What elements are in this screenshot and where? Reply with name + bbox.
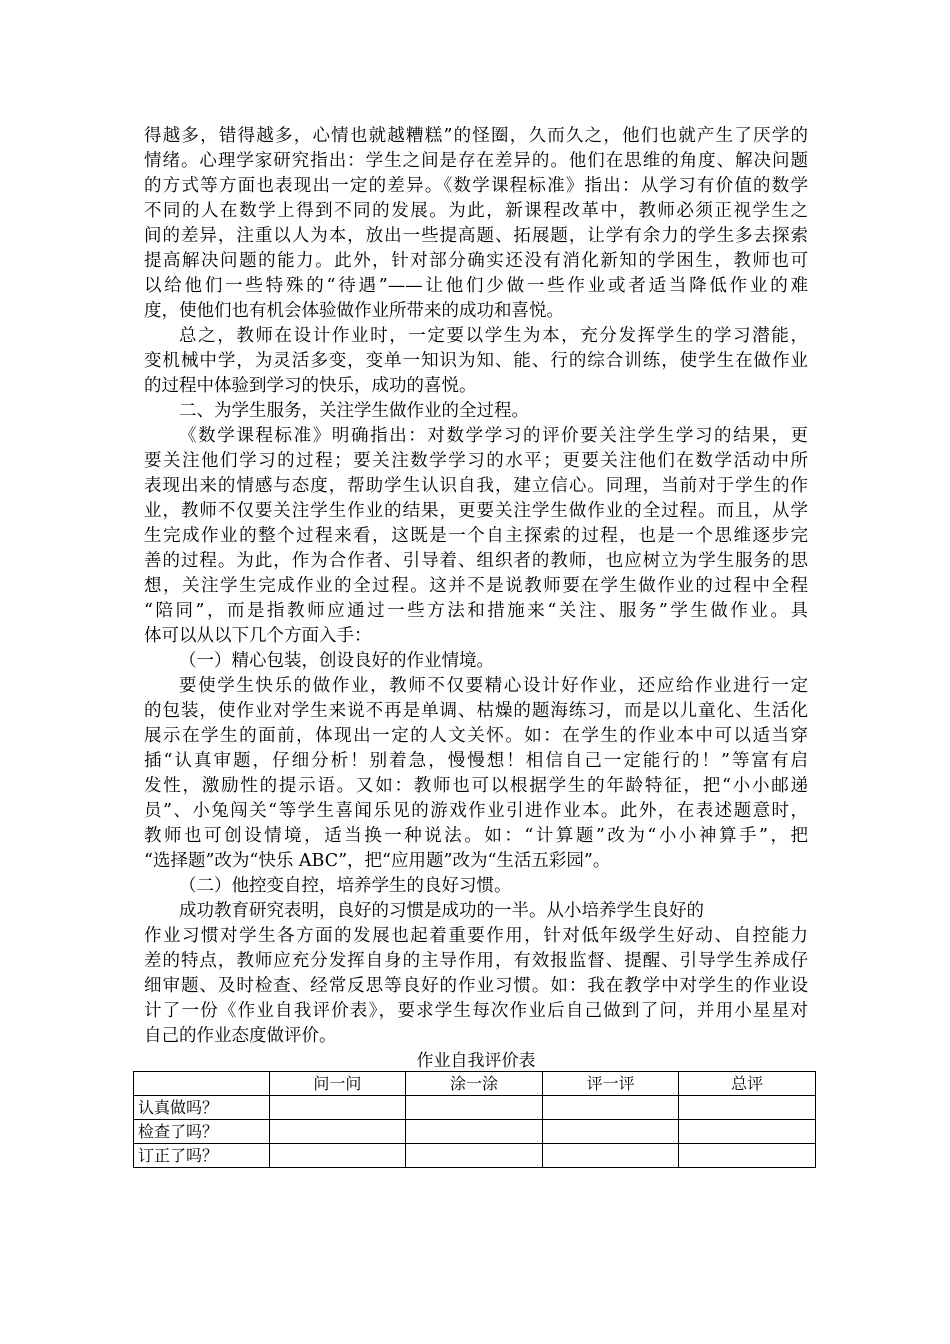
- table-cell: [269, 1096, 406, 1120]
- table-header-cell: 评一评: [542, 1072, 679, 1096]
- section-heading: [144, 399, 808, 424]
- text-line: 作业习惯对学生各方面的发展也起着重要作用，针对低年级学生好动、自控能力: [144, 926, 808, 946]
- text-line: 总之，教师在设计作业时，一定要以学生为本，充分发挥学生的学习潜能，: [179, 326, 808, 346]
- text-line: （二）他控变自控，培养学生的良好习惯。: [179, 876, 512, 896]
- table-header-cell: 总评: [679, 1072, 816, 1096]
- text-line: 成功教育研究表明，良好的习惯是成功的一半。从小培养学生良好的: [179, 901, 704, 921]
- table-header-cell: 问一问: [269, 1072, 406, 1096]
- text-line: 想，关注学生完成作业的全过程。这并不是说教师要在学生做作业的过程中全程: [144, 576, 808, 596]
- text-line: 以给他们一些特殊的“待遇”——让他们少做一些作业或者适当降低作业的难: [144, 276, 808, 296]
- text-line: 要使学生快乐的做作业，教师不仅要精心设计好作业，还应给作业进行一定: [179, 676, 808, 696]
- text-line: 的包装，使作业对学生来说不再是单调、枯燥的题海练习，而是以儿童化、生活化: [144, 701, 808, 721]
- text-line: 生完成作业的整个过程来看，这既是一个自主探索的过程，也是一个思维逐步完: [144, 526, 808, 546]
- text-line: 得越多，错得越多，心情也就越糟糕”的怪圈，久而久之，他们也就产生了厌学的: [144, 126, 808, 146]
- paragraph: [144, 324, 808, 399]
- text-line: 间的差异，注重以人为本，放出一些提高题、拓展题，让学有余力的学生多去探索: [144, 226, 808, 246]
- table-cell: [269, 1144, 406, 1168]
- text-line: 体可以从以下几个方面入手：: [144, 626, 372, 646]
- table-row: [134, 1120, 816, 1144]
- paragraph: [144, 899, 808, 924]
- text-line: 的方式等方面也表现出一定的差异。《数学课程标准》指出：从学习有价值的数学: [144, 176, 808, 196]
- text-line: 计了一份《作业自我评价表》，要求学生每次作业后自己做到了问，并用小星星对: [144, 1001, 808, 1021]
- paragraph: [144, 674, 808, 874]
- text-line: （一）精心包装，创设良好的作业情境。: [179, 651, 494, 671]
- text-line: 表现出来的情感与态度，帮助学生认识自我，建立信心。同理，当前对于学生的作: [144, 476, 808, 496]
- text-line: 的过程中体验到学习的快乐，成功的喜悦。: [144, 376, 477, 396]
- text-line: 教师也可创设情境，适当换一种说法。如：“计算题”改为“小小神算手”，把: [144, 826, 808, 846]
- text-line: 业，教师不仅要关注学生作业的结果，更要关注学生做作业的全过程。而且，从学: [144, 501, 808, 521]
- table-cell: [542, 1096, 679, 1120]
- text-line: 员”、小兔闯关“等学生喜闻乐见的游戏作业引进作业本。此外，在表述题意时，: [144, 801, 808, 821]
- subsection-heading: [144, 874, 808, 899]
- table-cell: [542, 1144, 679, 1168]
- table-cell: [542, 1120, 679, 1144]
- text-line: 插“认真审题，仔细分析！别着急，慢慢想！相信自己一定能行的！”等富有启: [144, 751, 808, 771]
- table-row-label: 认真做吗？: [134, 1096, 270, 1120]
- table-row: [134, 1096, 816, 1120]
- text-line: 展示在学生的面前，体现出一定的人文关怀。如：在学生的作业本中可以适当穿: [144, 726, 808, 746]
- table-header-cell: [134, 1072, 270, 1096]
- text-line: 发性，激励性的提示语。又如：教师也可以根据学生的年龄特征，把“小小邮递: [144, 776, 808, 796]
- table-cell: [679, 1120, 816, 1144]
- table-cell: [679, 1144, 816, 1168]
- table-cell: [406, 1096, 543, 1120]
- subsection-heading: [144, 649, 808, 674]
- table-caption: 作业自我评价表: [416, 1051, 536, 1071]
- text-line: 度，使他们也有机会体验做作业所带来的成功和喜悦。: [144, 301, 564, 321]
- text-line: 提高解决问题的能力。此外，针对部分确实还没有消化新知的学困生，教师也可: [144, 251, 808, 271]
- table-cell: [406, 1144, 543, 1168]
- text-line: 情绪。心理学家研究指出：学生之间是存在差异的。他们在思维的角度、解决问题: [144, 151, 808, 171]
- text-line: 自己的作业态度做评价。: [144, 1026, 337, 1046]
- text-line: 细审题、及时检查、经常反思等良好的作业习惯。如：我在教学中对学生的作业设: [144, 976, 808, 996]
- table-row-label: 订正了吗？: [134, 1144, 270, 1168]
- text-line: 《数学课程标准》明确指出：对数学学习的评价要关注学生学习的结果，更: [179, 426, 808, 446]
- text-line: 不同的人在数学上得到不同的发展。为此，新课程改革中，教师必须正视学生之: [144, 201, 808, 221]
- text-line: “选择题”改为“快乐 ABC”，把“应用题”改为“生活五彩园”。: [144, 851, 611, 871]
- paragraph: [144, 924, 808, 1049]
- self-evaluation-table: [133, 1071, 816, 1168]
- paragraph: [144, 124, 808, 324]
- table-header-cell: 涂一涂: [406, 1072, 543, 1096]
- table-cell: [406, 1120, 543, 1144]
- paragraph: [144, 424, 808, 649]
- text-line: 差的特点，教师应充分发挥自身的主导作用，有效报监督、提醒、引导学生养成仔: [144, 951, 808, 971]
- document-body: [144, 124, 808, 1074]
- text-line: 善的过程。为此，作为合作者、引导着、组织者的教师，也应树立为学生服务的思: [144, 551, 808, 571]
- table-cell: [269, 1120, 406, 1144]
- table-row-label: 检查了吗？: [134, 1120, 270, 1144]
- text-line: 要关注他们学习的过程；要关注数学学习的水平；更要关注他们在数学活动中所: [144, 451, 808, 471]
- text-line: 二、为学生服务，关注学生做作业的全过程。: [179, 401, 529, 421]
- table-cell: [679, 1096, 816, 1120]
- table-header-row: [134, 1072, 816, 1096]
- text-line: 变机械中学，为灵活多变，变单一知识为知、能、行的综合训练，使学生在做作业: [144, 351, 808, 371]
- table-row: [134, 1144, 816, 1168]
- text-line: “陪同”，而是指教师应通过一些方法和措施来“关注、服务”学生做作业。具: [144, 601, 808, 621]
